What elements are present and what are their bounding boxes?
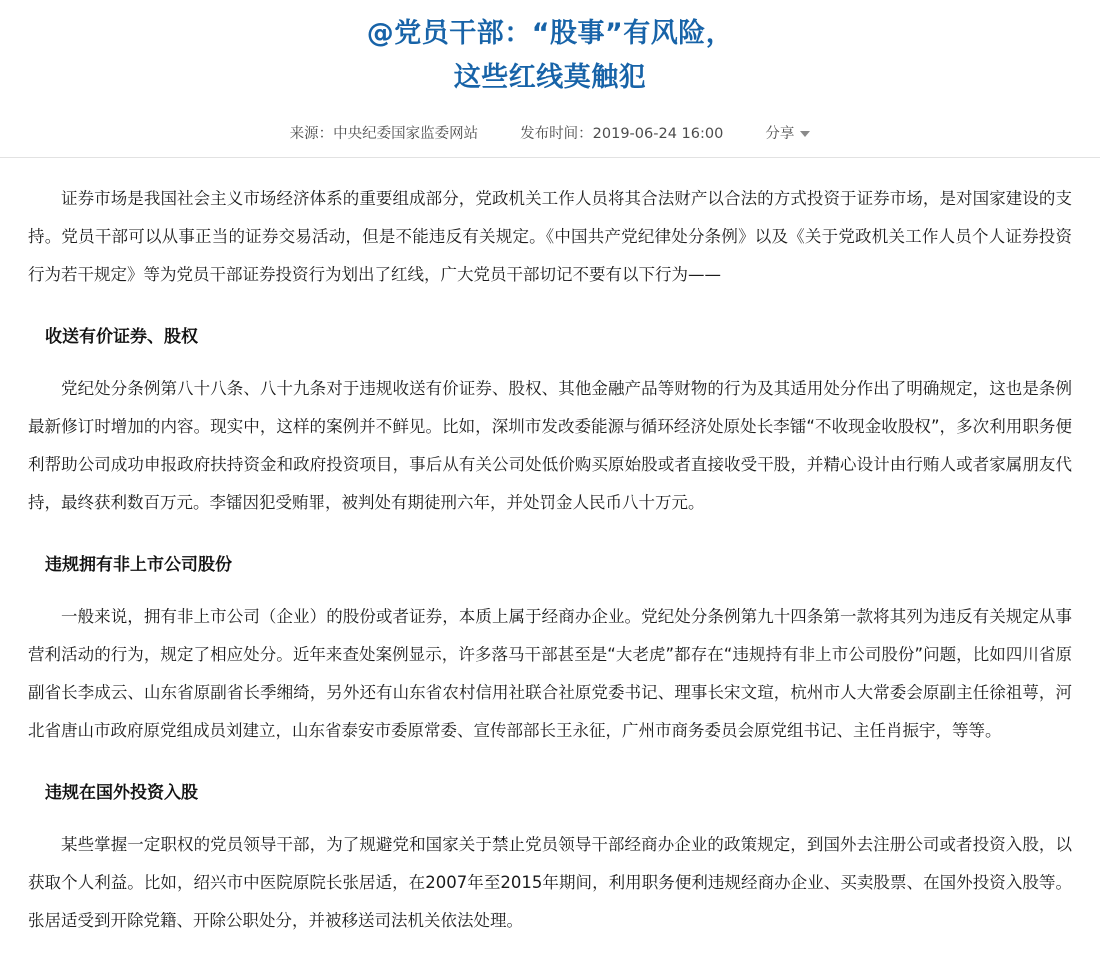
page-title — [0, 12, 1100, 100]
article-paragraph: 证券市场是我国社会主义市场经济体系的重要组成部分，党政机关工作人员将其合法财产以合法的方式投资于证券市场，是对国家建设的支持。党员干部可以从事正当的证券交易活动，但是不能违反有关规定。《中国共产党纪律处分条例》以及《关于党政机关工作人员个人证券投资行为若干规定》等为党员干部证券投资行为划出了红线，广大党员干部切记不要有以下行为—— — [28, 189, 1072, 284]
share-button[interactable] — [765, 122, 810, 143]
article-body — [0, 180, 1100, 970]
article-meta — [0, 122, 1100, 158]
article-header — [0, 0, 1100, 158]
article-paragraph: 某些掌握一定职权的党员领导干部，为了规避党和国家关于禁止党员领导干部经商办企业的政策规定，到国外去注册公司或者投资入股，以获取个人利益。比如，绍兴市中医院原院长张居适，在2007年至2015年期间，利用职务便利违规经商办企业、买卖股票、在国外投资入股等。张居适受到开除党籍、开除公职处分，并被移送司法机关依法处理。 — [28, 835, 1072, 930]
article-paragraph: 党纪处分条例第八十八条、八十九条对于违规收送有价证券、股权、其他金融产品等财物的行为及其适用处分作出了明确规定，这也是条例最新修订时增加的内容。现实中，这样的案例并不鲜见。比如，深圳市发改委能源与循环经济处原处长李镭“不收现金收股权”，多次利用职务便利帮助公司成功申报政府扶持资金和政府投资项目，事后从有关公司处低价购买原始股或者直接收受干股，并精心设计由行贿人或者家属朋友代持，最终获利数百万元。李镭因犯受贿罪，被判处有期徒刑六年，并处罚金人民币八十万元。 — [28, 379, 1072, 512]
page-title-line-1: @党员干部：“股事”有风险， — [366, 18, 734, 49]
page-title-line-2: 这些红线莫触犯 — [453, 62, 647, 93]
article-paragraph: 一般来说，拥有非上市公司（企业）的股份或者证券，本质上属于经商办企业。党纪处分条例第九十四条第一款将其列为违反有关规定从事营利活动的行为，规定了相应处分。近年来查处案例显示，许多落马干部甚至是“大老虎”都存在“违规持有非上市公司股份”问题，比如四川省原副省长李成云、山东省原副省长季缃绮，另外还有山东省农村信用社联合社原党委书记、理事长宋文瑄，杭州市人大常委会原副主任徐祖萼，河北省唐山市政府原党组成员刘建立，山东省泰安市委原常委、宣传部部长王永征，广州市商务委员会原党组书记、主任肖振宇，等等。 — [28, 607, 1072, 740]
chevron-down-icon — [800, 131, 810, 137]
article-publish-time: 发布时间：2019-06-24 16:00 — [520, 126, 724, 142]
article-subheading: 违规拥有非上市公司股份 — [45, 555, 232, 575]
share-label: 分享 — [765, 126, 795, 142]
article-source: 来源：中央纪委国家监委网站 — [289, 126, 479, 142]
article-subheading: 收送有价证券、股权 — [45, 327, 198, 347]
article-subheading: 违规在国外投资入股 — [45, 783, 198, 803]
